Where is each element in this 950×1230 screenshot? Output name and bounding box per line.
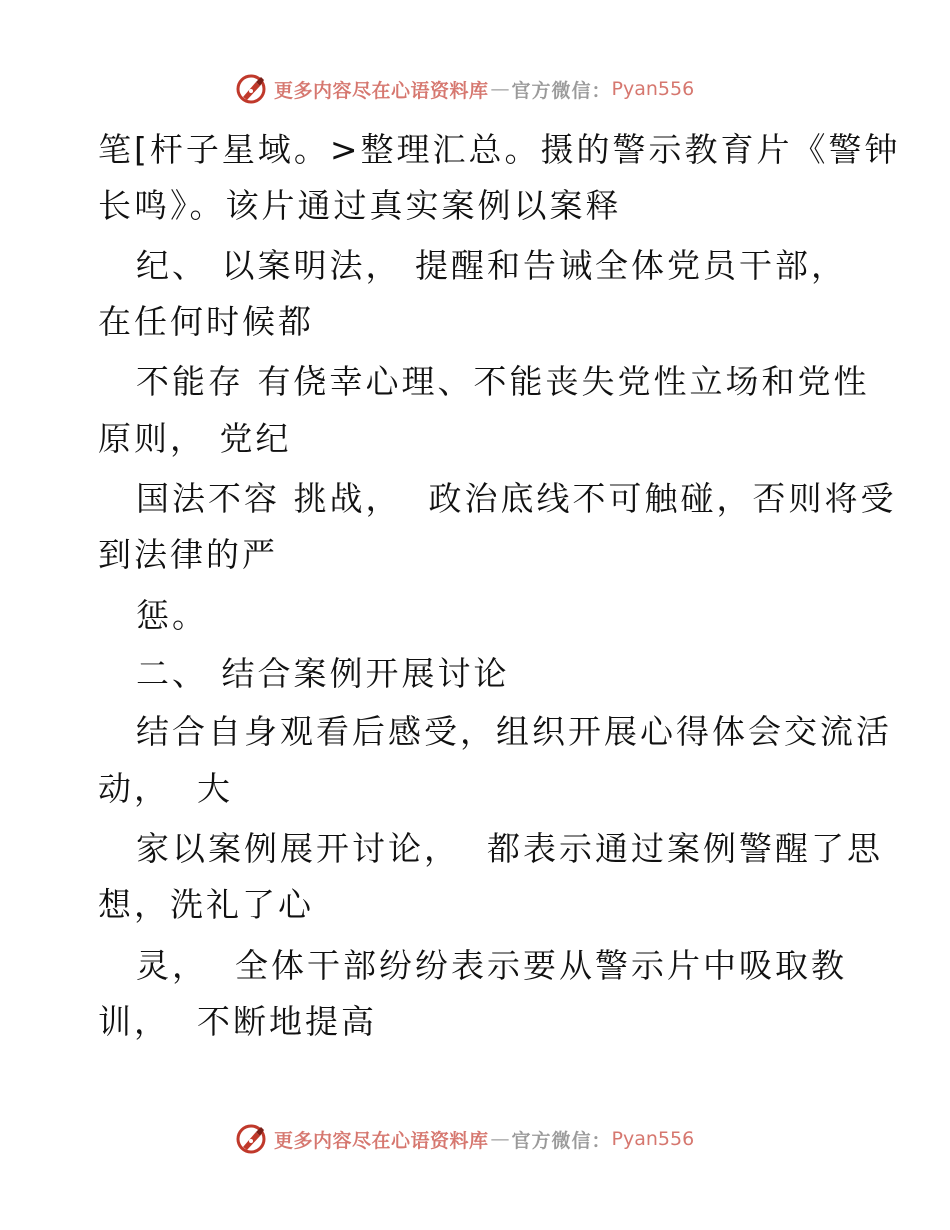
watermark-separator: — (490, 1128, 510, 1150)
body-line: 惩。 (136, 596, 208, 635)
body-line: 不能存 有侥幸心理、不能丧失党性立场和党性 (136, 362, 870, 401)
body-line: 想，洗礼了心 (98, 885, 314, 924)
body-line: 长鸣》。该片通过真实案例以案释 (98, 186, 622, 225)
body-line: 结合自身观看后感受，组织开展心得体会交流活 (136, 712, 892, 751)
watermark-wechat-label: 官方微信： (511, 1129, 612, 1152)
watermark-wechat-id: Pyan556 (611, 78, 695, 100)
watermark-text: 更多内容尽在心语资料库 (274, 1129, 489, 1152)
body-line: 笔[杆子星域。>整理汇总。摄的警示教育片《警钟 (98, 130, 901, 169)
body-line: 动， 大 (98, 769, 233, 808)
footer-watermark (234, 1122, 694, 1156)
watermark-wechat-label: 官方微信： (511, 79, 612, 102)
watermark-wechat-id: Pyan556 (611, 1128, 695, 1150)
body-line: 到法律的严 (98, 535, 278, 574)
body-line: 原则， 党纪 (98, 419, 292, 458)
fountain-pen-logo-icon (234, 1122, 268, 1156)
body-line: 灵， 全体干部纷纷表示要从警示片中吸取教 (136, 946, 847, 985)
watermark-separator: — (490, 78, 510, 100)
body-line: 家以案例展开讨论， 都表示通过案例警醒了思 (136, 829, 883, 868)
body-line: 纪、 以案明法， 提醒和告诫全体党员干部， (136, 246, 847, 285)
watermark-text: 更多内容尽在心语资料库 (274, 79, 489, 102)
body-line: 训， 不断地提高 (98, 1002, 377, 1041)
body-line: 在任何时候都 (98, 302, 314, 341)
body-line: 国法不容 挑战， 政治底线不可触碰，否则将受 (136, 479, 897, 518)
section-heading: 二、 结合案例开展讨论 (136, 654, 510, 693)
